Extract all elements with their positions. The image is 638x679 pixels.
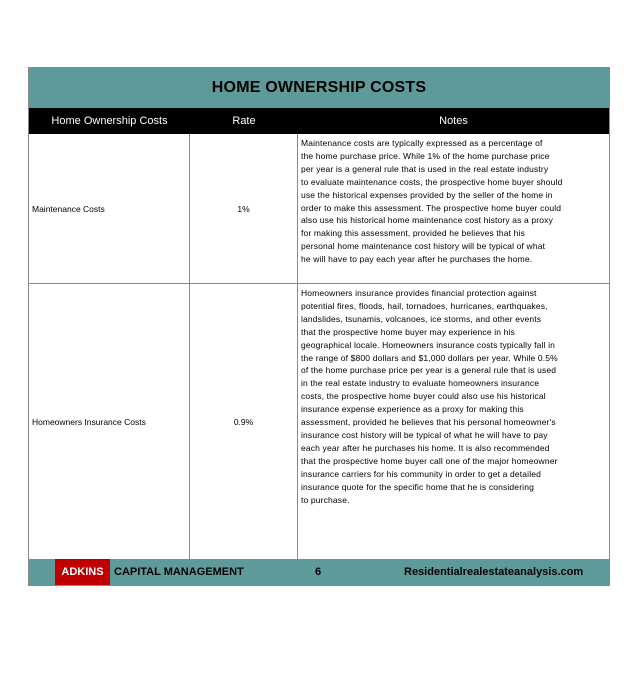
- notes-line: he will have to pay each year after he purchases the home.: [301, 254, 533, 265]
- cost-table: [28, 67, 610, 586]
- notes-line: to evaluate maintenance costs, the prospective home buyer should: [301, 176, 563, 187]
- notes-line: costs, the prospective home buyer could also use his historical: [301, 391, 546, 402]
- table-row-maintenance: [29, 134, 609, 284]
- company-name: CAPITAL MANAGEMENT: [114, 566, 244, 578]
- rate-cell: 0.9%: [190, 284, 298, 559]
- notes-line: each year after he purchases his home. It is also recommended: [301, 442, 550, 453]
- table-header: [29, 108, 609, 134]
- page-number: 6: [315, 566, 322, 578]
- notes-line: for making this assessment, provided he believes that his: [301, 228, 525, 239]
- notes-line: Homeowners insurance provides financial protection against: [301, 288, 537, 298]
- cost-name-cell: Homeowners Insurance Costs: [29, 284, 190, 559]
- notes-line: insurance quote for the specific home that he is considering: [301, 481, 534, 492]
- notes-line: the range of $800 dollars and $1,000 dollars per year. While 0.5%: [301, 352, 558, 363]
- brand-badge: ADKINS: [55, 559, 110, 585]
- footer-bar: [29, 559, 609, 585]
- notes-cell: [298, 134, 609, 283]
- page-title: HOME OWNERSHIP COSTS: [211, 79, 427, 96]
- notes-line: assessment, provided he believes that his personal homeowner's: [301, 417, 556, 428]
- notes-line: personal home maintenance cost history will be typical of what: [301, 241, 546, 252]
- cost-name-cell: Maintenance Costs: [29, 134, 190, 283]
- notes-line: order to make this assessment. The prospective home buyer could: [301, 202, 562, 213]
- notes-line: insurance expense experience as a proxy for making this: [301, 404, 524, 415]
- notes-line: that the prospective home buyer call one of the major homeowner: [301, 455, 558, 466]
- notes-line: use the historical expenses provided by the seller of the home in: [301, 189, 553, 200]
- notes-line: of the home purchase price per year is a general rule that is used: [301, 365, 557, 376]
- table-row-insurance: [29, 284, 609, 559]
- header-cost: Home Ownership Costs: [51, 115, 168, 127]
- notes-line: in the real estate industry to evaluate homeowners insurance: [301, 378, 540, 389]
- notes-line: insurance cost history will be typical of what he will have to pay: [301, 429, 548, 440]
- notes-line: insurance carriers for his community in order to get a detailed: [301, 468, 541, 479]
- header-notes: Notes: [439, 115, 468, 127]
- notes-line: geographical locale. Homeowners insurance costs typically fall in: [301, 339, 556, 350]
- notes-line: potential fires, floods, hail, tornadoes, hurricanes, earthquakes,: [301, 300, 548, 311]
- header-rate: Rate: [232, 115, 256, 127]
- rate-cell: 1%: [190, 134, 298, 283]
- title-bar: [29, 68, 609, 108]
- notes-line: also use his historical home maintenance cost history as a proxy: [301, 215, 553, 226]
- notes-line: landslides, tsunamis, volcanoes, ice storms, and other events: [301, 313, 542, 324]
- notes-line: that the prospective home buyer may experience in his: [301, 326, 515, 337]
- notes-line: Maintenance costs are typically expressed as a percentage of: [301, 138, 543, 148]
- notes-cell: [298, 284, 609, 559]
- notes-line: per year is a general rule that is used in the real estate industry: [301, 163, 549, 174]
- notes-line: the home purchase price. While 1% of the home purchase price: [301, 150, 550, 161]
- website-text: Residentialrealestateanalysis.com: [404, 566, 584, 578]
- notes-line: to purchase.: [301, 494, 350, 505]
